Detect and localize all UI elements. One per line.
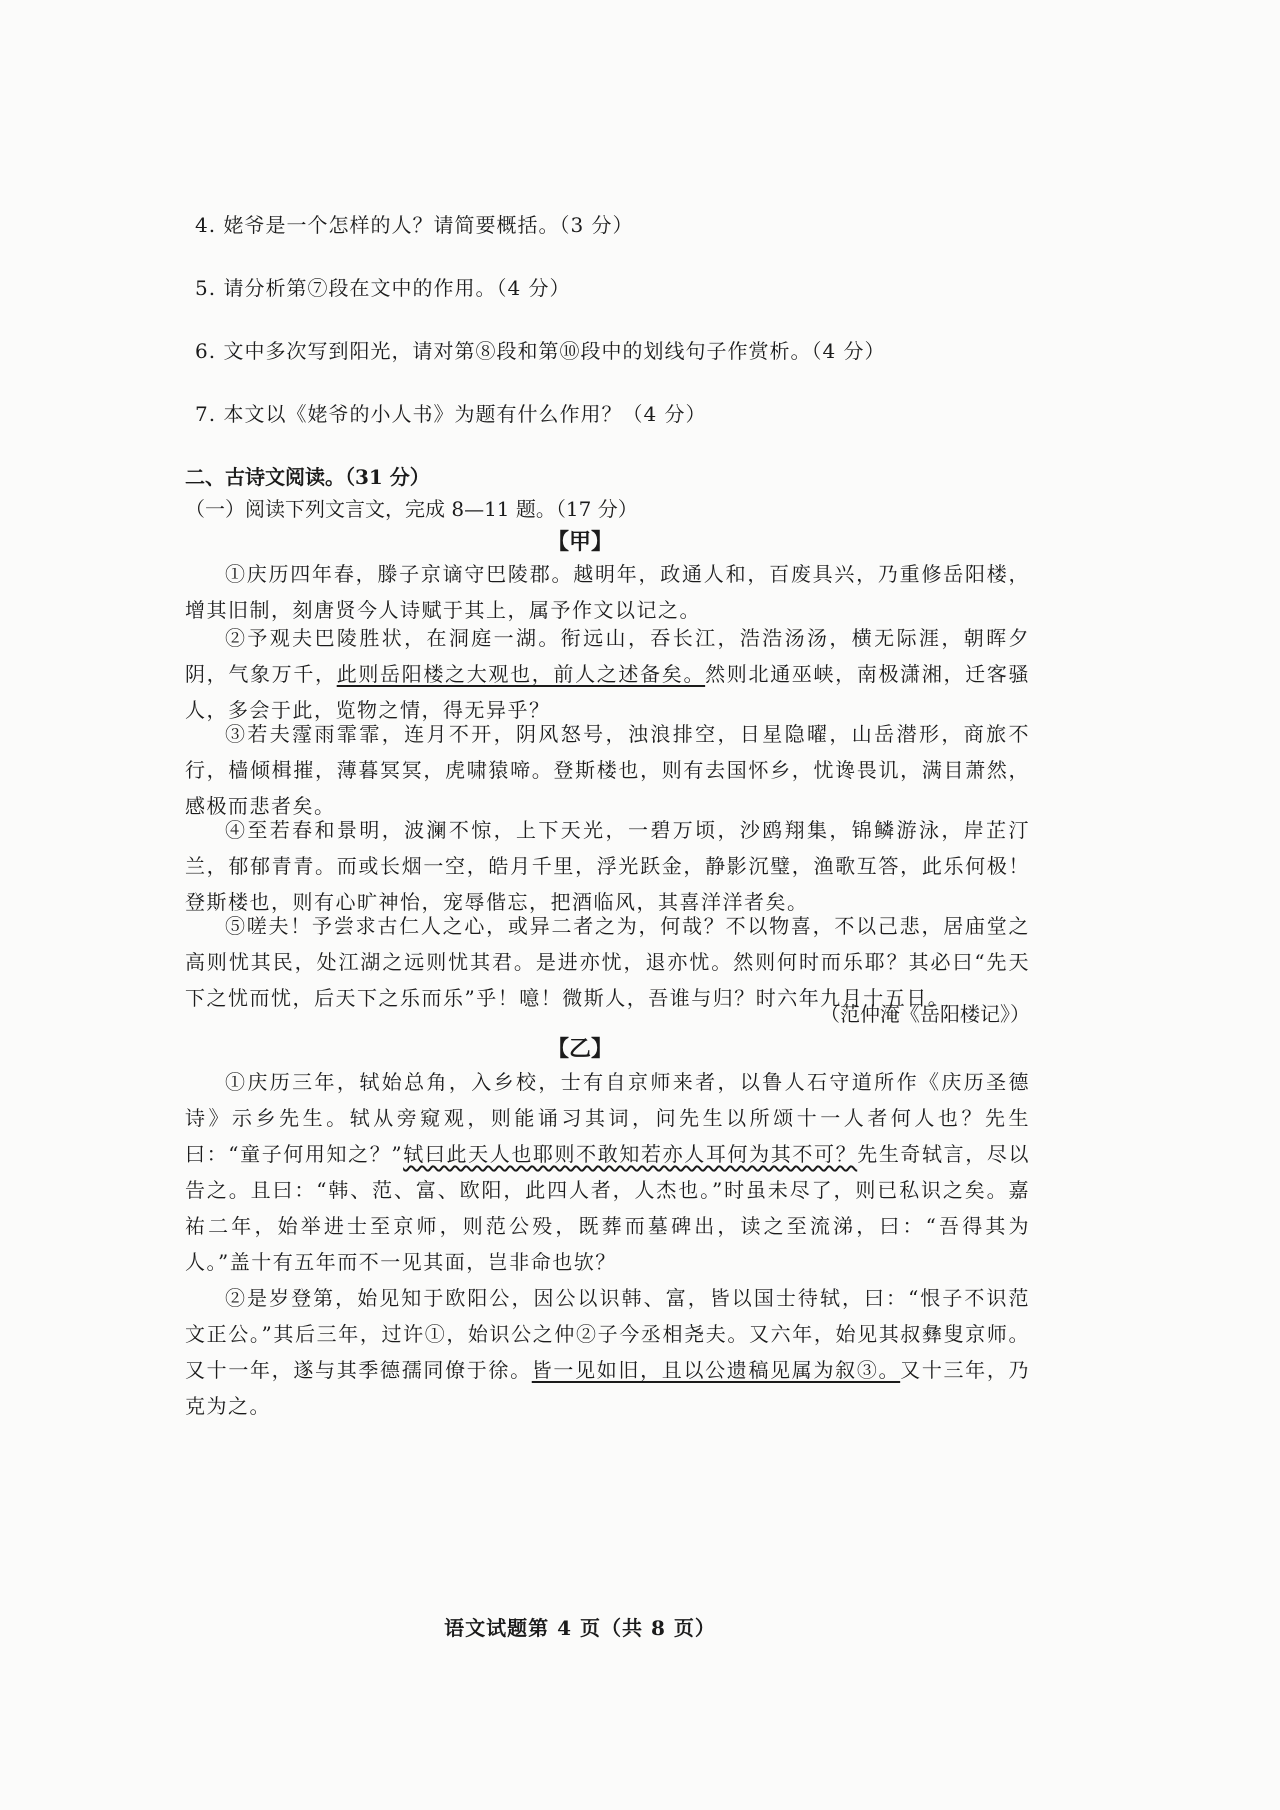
jia-p2-text-b: 然则北通巫峡，南极潇湘，迁客骚人，多会于此，览物之情，得无异乎？ bbox=[185, 662, 1031, 722]
question-6: 6. 文中多次写到阳光，请对第⑧段和第⑩段中的划线句子作赏析。（4 分） bbox=[195, 339, 886, 363]
yi-p2-text-b: 又十三年，乃克为之。 bbox=[185, 1358, 1031, 1418]
jia-paragraph-1: ①庆历四年春，滕子京谪守巴陵郡。越明年，政通人和，百废具兴，乃重修岳阳楼，增其旧制，刻唐贤今人诗赋于其上，属予作文以记之。 bbox=[185, 562, 1030, 622]
yi-p2-text-a: ②是岁登第，始见知于欧阳公，因公以识韩、富，皆以国士待轼，曰：“恨子不识范文正公。”其后三年，过许①，始识公之仲②子今丞相尧夫。又六年，始见其叔彝叟京师。又十一年，遂与其季德孺同僚于徐。 bbox=[185, 1286, 1030, 1382]
jia-paragraph-3: ③若夫霪雨霏霏，连月不开，阴风怒号，浊浪排空，日星隐曜，山岳潜形，商旅不行，樯倾楫摧，薄暮冥冥，虎啸猿啼。登斯楼也，则有去国怀乡，忧谗畏讥，满目萧然，感极而悲者矣。 bbox=[185, 722, 1030, 818]
yi-p2-underlined-sentence: 皆一见如旧，且以公遗稿见属为叙③。 bbox=[531, 1358, 901, 1382]
section-title: 二、古诗文阅读。（31 分） bbox=[185, 465, 430, 489]
jia-paragraph-2 bbox=[185, 620, 1030, 728]
sub-title: （一）阅读下列文言文，完成 8—11 题。（17 分） bbox=[185, 497, 638, 521]
passage-yi-heading: 【乙】 bbox=[546, 1036, 613, 1062]
question-5: 5. 请分析第⑦段在文中的作用。（4 分） bbox=[195, 276, 571, 300]
jia-p2-text-a: ②予观夫巴陵胜状，在洞庭一湖。衔远山，吞长江，浩浩汤汤，横无际涯，朝晖夕阴，气象万千， bbox=[185, 626, 1030, 686]
jia-source: （范仲淹《岳阳楼记》） bbox=[820, 1002, 1030, 1026]
yi-p1-wavy-sentence: 轼曰此天人也耶则不敢知若亦人耳何为其不可？ bbox=[403, 1142, 858, 1166]
page-footer: 语文试题第 4 页（共 8 页） bbox=[444, 1616, 716, 1640]
yi-paragraph-2 bbox=[185, 1280, 1030, 1424]
jia-p2-underlined-sentence: 此则岳阳楼之大观也，前人之述备矣。 bbox=[336, 662, 706, 686]
question-4: 4. 姥爷是一个怎样的人？请简要概括。（3 分） bbox=[195, 213, 634, 237]
question-7: 7. 本文以《姥爷的小人书》为题有什么作用？（4 分） bbox=[195, 402, 707, 426]
jia-paragraph-5: ⑤嗟夫！予尝求古仁人之心，或异二者之为，何哉？不以物喜，不以己悲，居庙堂之高则忧其民，处江湖之远则忧其君。是进亦忧，退亦忧。然则何时而乐耶？其必曰“先天下之忧而忧，后天下之乐而乐”乎！噫！微斯人，吾谁与归？时六年九月十五日。 bbox=[185, 914, 1030, 1010]
yi-paragraph-1 bbox=[185, 1064, 1030, 1280]
yi-p1-text-b: 先生奇轼言，尽以告之。且曰：“韩、范、富、欧阳，此四人者，人杰也。”时虽未尽了，则已私识之矣。嘉祐二年，始举进士至京师，则范公殁，既葬而墓碑出，读之至流涕，曰：“吾得其为人。”盖十有五年而不一见其面，岂非命也欤？ bbox=[185, 1142, 1031, 1274]
yi-p1-text-a: ①庆历三年，轼始总角，入乡校，士有自京师来者，以鲁人石守道所作《庆历圣德诗》示乡先生。轼从旁窥观，则能诵习其词，问先生以所颂十一人者何人也？先生曰：“童子何用知之？” bbox=[185, 1070, 1030, 1166]
passage-jia-heading: 【甲】 bbox=[546, 529, 613, 555]
jia-paragraph-4: ④至若春和景明，波澜不惊，上下天光，一碧万顷，沙鸥翔集，锦鳞游泳，岸芷汀兰，郁郁青青。而或长烟一空，皓月千里，浮光跃金，静影沉璧，渔歌互答，此乐何极！登斯楼也，则有心旷神怡，宠辱偕忘，把酒临风，其喜洋洋者矣。 bbox=[185, 818, 1030, 914]
